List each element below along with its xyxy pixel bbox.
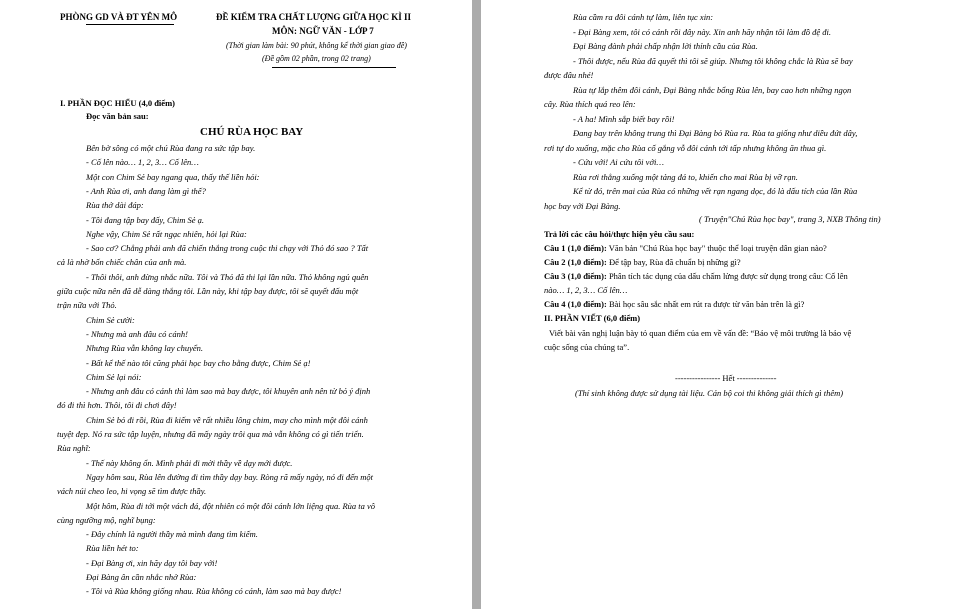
story-p2-line: Rùa rơi thẳng xuống một tảng đá to, khiến cho mai Rùa bị vỡ rạn. [573, 171, 798, 182]
footer-note: (Thí sinh không được sử dụng tài liệu. Cán bộ coi thi không giải thích gì thêm) [575, 388, 844, 398]
story-p1-line: - Sao cơ? Chẳng phải anh đã chiến thắng trong cuộc thi chạy với Thỏ đó sao ? Tất [86, 243, 369, 254]
story-p1-line: Ngay hôm sau, Rùa lên đường đi tìm thầy dạy bay. Ròng rã mấy ngày, nó đi đến một [86, 471, 374, 482]
story-p2-line: - Đại Bàng xem, tôi có cánh rồi đây này. Xin anh hãy nhận tôi làm đồ đệ đi. [573, 26, 832, 37]
story-p1-line: Nghe vậy, Chim Sẻ rất ngạc nhiên, hỏi lại Rùa: [86, 228, 247, 239]
story-p1-line: - Nhưng anh đâu có cánh thì làm sao mà bay được, tôi khuyên anh nên từ bỏ ý định [86, 386, 371, 397]
story-p1-line: đó đi thì hơn. Thôi, tôi đi chơi đây! [57, 400, 177, 411]
story-p1-line: trận nữa với Thỏ. [57, 300, 117, 311]
question-2 [544, 257, 741, 267]
question-1-text: Văn bản "Chú Rùa học bay" thuộc thể loại truyện dân gian nào? [606, 243, 827, 253]
story-p1-line: Rùa liền hét to: [86, 543, 139, 554]
writing-prompt-line-2: cuộc sống của chúng ta”. [544, 342, 630, 352]
question-3-label: Câu 3 (1,0 điểm): [544, 271, 607, 281]
exam-subject: MÔN: NGỮ VĂN - LỚP 7 [272, 26, 374, 36]
exam-time: (Thời gian làm bài: 90 phút, không kể thời gian giao đề) [226, 41, 407, 50]
story-p1-line: - Đại Bàng ơi, xin hãy dạy tôi bay với! [86, 557, 218, 568]
story-p2-line: Rùa tự lắp thêm đôi cánh, Đại Bàng nhắc bổng Rùa lên, bay cao hơn những ngọn [573, 84, 852, 95]
question-4 [544, 299, 804, 309]
question-1 [544, 243, 827, 253]
exam-page-count: (Đề gồm 02 phần, trong 02 trang) [262, 54, 371, 63]
story-title: CHÚ RÙA HỌC BAY [200, 126, 304, 138]
header-underline [86, 24, 174, 25]
story-p1-line: Rùa nghĩ: [57, 443, 91, 454]
story-p1-line: Rùa thở dài đáp: [86, 200, 144, 211]
questions-intro: Trả lời các câu hỏi/thực hiện yêu cầu sau: [544, 229, 695, 239]
school-name: PHÒNG GD VÀ ĐT YÊN MÔ [60, 12, 178, 22]
story-p2-line: học bay với Đại Bàng. [544, 200, 621, 211]
question-2-label: Câu 2 (1,0 điểm): [544, 257, 607, 267]
question-4-text: Bài học sâu sắc nhất em rút ra được từ văn bản trên là gì? [606, 299, 805, 309]
story-p1-line: cả là nhờ bốn chiếc chân của anh mà. [57, 257, 187, 268]
story-p2-line: cây. Rùa thích quá reo lên: [544, 99, 636, 109]
story-p1-line: - Tôi đang tập bay đấy, Chim Sẻ ạ. [86, 214, 205, 225]
question-3-continuation: nào… 1, 2, 3… Cố lên… [544, 285, 628, 295]
story-p1-line: - Đây chính là người thầy mà mình đang tìm kiếm. [86, 529, 258, 540]
document-page-2 [481, 0, 963, 609]
question-2-text: Để tập bay, Rùa đã chuẩn bị những gì? [606, 257, 741, 267]
story-p1-line: Chim Sẻ bỏ đi rồi, Rùa đi kiếm về rất nhiều lông chim, may cho mình một đôi cánh [86, 414, 368, 425]
story-p1-line: cùng ngưỡng mộ, nghĩ bụng: [57, 514, 156, 525]
end-marker: ---------------- Hết -------------- [675, 373, 777, 383]
story-p1-line: - Tôi và Rùa không giống nhau. Rùa không có cánh, làm sao mà bay được! [86, 586, 342, 597]
story-p1-line: - Bất kể thế nào tôi cũng phải học bay cho bằng được, Chim Sẻ ạ! [86, 357, 311, 368]
story-p1-line: - Anh Rùa ơi, anh đang làm gì thế? [86, 185, 206, 196]
story-p1-line: - Thôi thôi, anh đừng nhắc nữa. Tôi và Thỏ đã thi lại lần nữa. Thỏ không ngủ quên [86, 271, 369, 282]
story-p2-line: được đâu nhé! [544, 70, 594, 80]
story-p1-line: Chim Sẻ lại nói: [86, 371, 142, 382]
story-p1-line: Một hôm, Rùa đi tới một vách đá, đột nhiên có một đôi cánh lớn liệng qua. Rùa ta vô [86, 500, 376, 511]
story-p2-line: rơi tự do xuống, mặc cho Rùa cố gắng vỗ đôi cánh tới tấp nhưng không ăn thua gì. [544, 142, 827, 153]
document-page-1 [0, 0, 472, 609]
section1-heading: I. PHẦN ĐỌC HIỂU (4,0 điểm) [60, 98, 175, 108]
story-p2-line: Đang bay trên không trung thì Đại Bàng bỏ Rùa ra. Rùa ta giống như diều đứt dây, [573, 128, 858, 138]
section2-heading: II. PHẦN VIẾT (6,0 điểm) [544, 313, 641, 323]
story-p1-line: - Thế này không ổn. Mình phải đi mời thầy về dạy mới được. [86, 457, 293, 468]
title-underline [272, 67, 396, 68]
exam-title: ĐỀ KIỂM TRA CHẤT LƯỢNG GIỮA HỌC KÌ II [216, 12, 412, 22]
story-source: ( Truyện"Chú Rùa học bay", trang 3, NXB Thông tin) [699, 214, 881, 224]
story-p1-line: Một con Chim Sẻ bay ngang qua, thấy thế liền hỏi: [86, 171, 260, 182]
story-p2-line: - Thôi được, nếu Rùa đã quyết thì tôi sẽ giúp. Nhưng tôi không chắc là Rùa sẽ bay [573, 55, 853, 66]
question-3-text: Phân tích tác dụng của dấu chấm lửng được sử dụng trong câu: Cố lên [606, 271, 848, 281]
story-p2-line: Kể từ đó, trên mai của Rùa có những vết rạn ngang dọc, đó là dấu tích của lần Rùa [573, 186, 858, 196]
question-3 [544, 271, 848, 281]
story-p1-line: Bên bờ sông có một chú Rùa đang ra sức tập bay. [86, 143, 256, 153]
story-p1-line: giữa cuộc nữa nên đã dễ dàng thắng tôi. Lần này, khi tập bay được, tôi sẽ quyết đấu một [57, 286, 359, 296]
story-p1-line: tuyệt đẹp. Nó ra sức tập luyện, nhưng đã mấy ngày trôi qua mà vẫn không có gì tiến triển. [57, 429, 364, 439]
story-p1-line: - Nhưng mà anh đâu có cánh! [86, 328, 188, 339]
story-p1-line: - Cố lên nào… 1, 2, 3… Cố lên… [86, 157, 199, 168]
reading-instruction: Đọc văn bản sau: [86, 111, 149, 121]
story-p1-line: Nhưng Rùa vẫn không lay chuyển. [86, 343, 203, 354]
story-p2-line: - A ha! Mình sắp biết bay rồi! [573, 113, 675, 124]
question-1-label: Câu 1 (1,0 điểm): [544, 243, 607, 253]
page-gap [472, 0, 481, 609]
story-p2-line: - Cứu với! Ai cứu tôi với… [573, 157, 664, 167]
story-p2-line: Rùa cầm ra đôi cánh tự làm, liên tục xin: [573, 12, 714, 22]
story-p1-line: Chim Sẻ cười: [86, 314, 135, 325]
story-p1-line: vách núi cheo leo, hi vọng sẽ tìm được thầy. [57, 486, 207, 497]
story-p1-line: Đại Bàng ân cần nhắc nhở Rùa: [86, 572, 197, 582]
story-p2-line: Đại Bàng đành phải chấp nhận lời thỉnh cầu của Rùa. [573, 41, 758, 51]
writing-prompt-line-1: Viết bài văn nghị luận bày tỏ quan điểm của em về vấn đề: “Bảo vệ môi trường là bảo vệ [549, 328, 852, 338]
question-4-label: Câu 4 (1,0 điểm): [544, 299, 607, 309]
